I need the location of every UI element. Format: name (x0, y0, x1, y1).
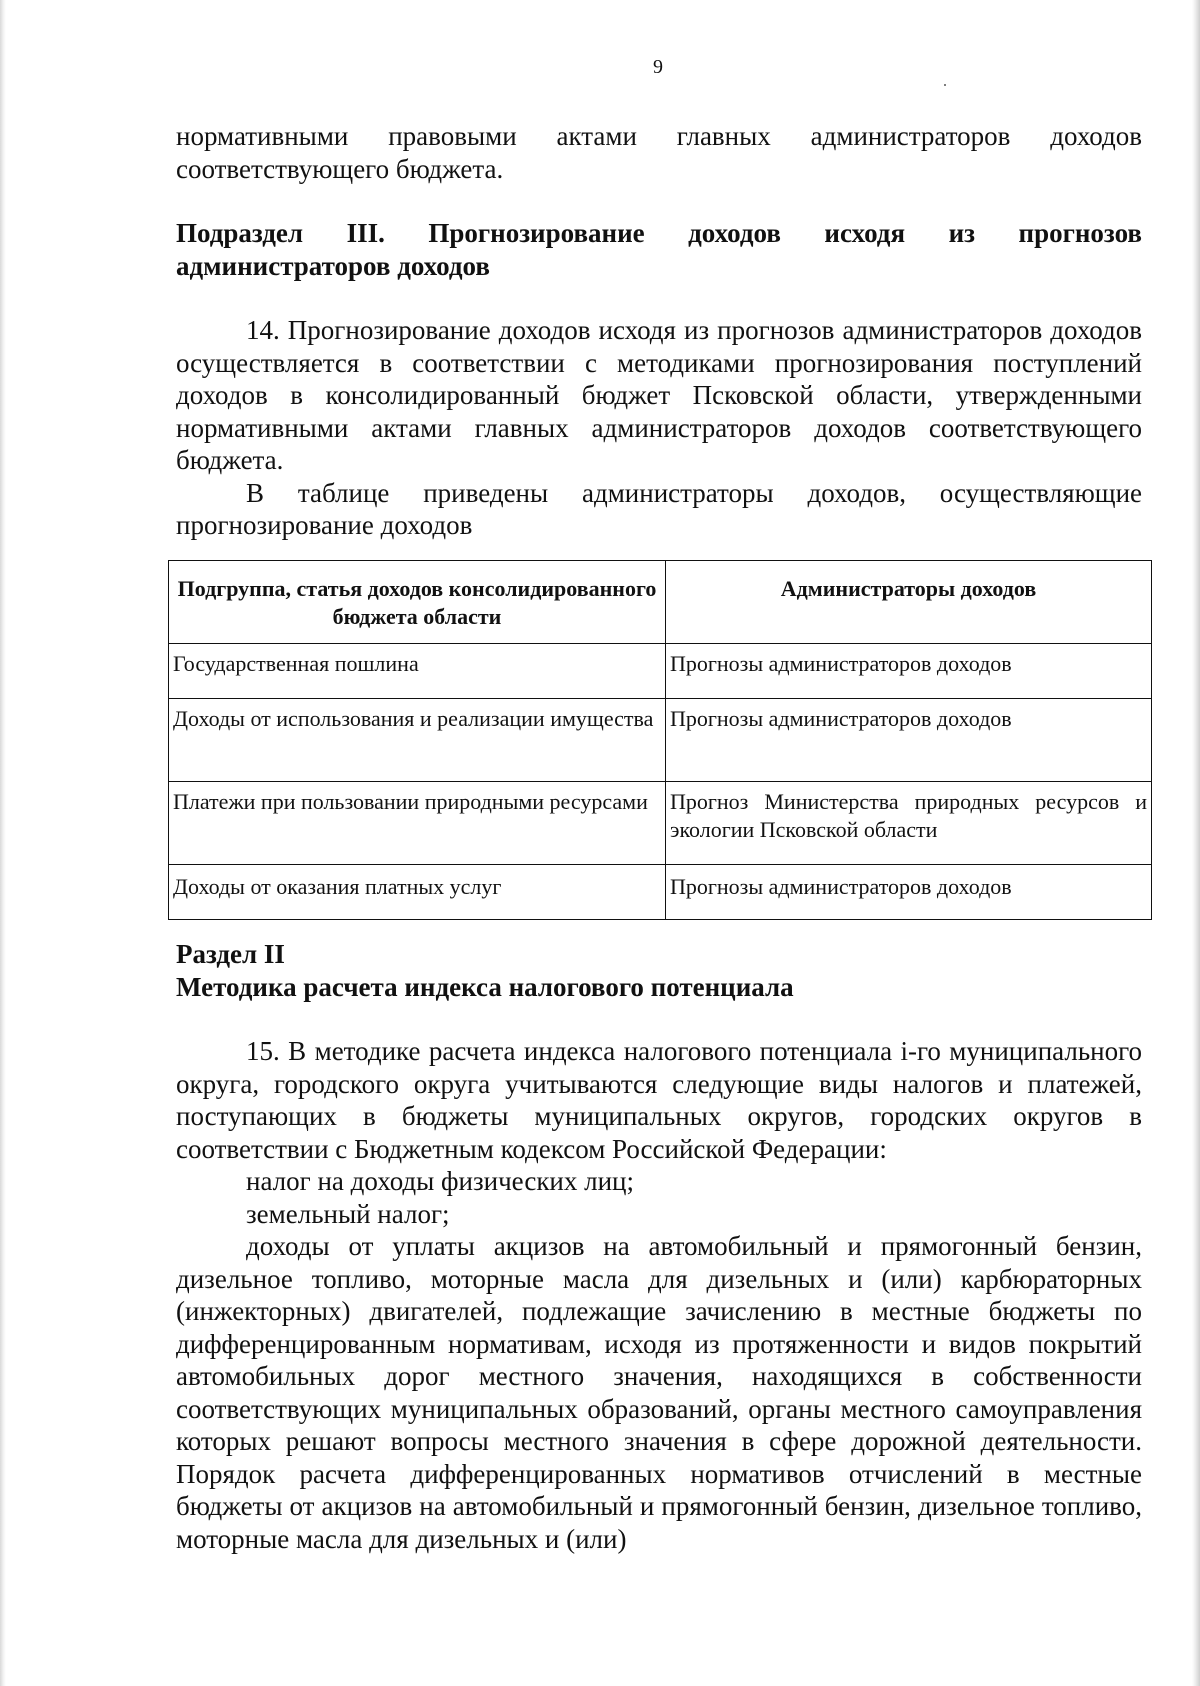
table-cell: Прогнозы администраторов доходов (666, 865, 1152, 920)
section-title: Методика расчета индекса налогового потенциала (176, 971, 794, 1002)
table-cell: Доходы от использования и реализации имущества (169, 699, 666, 782)
section-number: Раздел II (176, 939, 285, 969)
document-body-top (176, 120, 1142, 542)
table-row (169, 865, 1152, 920)
table-row (169, 699, 1152, 782)
table-cell: Прогнозы администраторов доходов (666, 699, 1152, 782)
table-intro: В таблице приведены администраторы доходов, осуществляющие прогнозирование доходов (176, 477, 1142, 540)
table-row (169, 782, 1152, 865)
table-header-cell: Подгруппа, статья доходов консолидированного бюджета области (169, 561, 666, 644)
page-number: 9 (653, 56, 663, 78)
paragraph-14: 14. Прогнозирование доходов исходя из прогнозов администраторов доходов осуществляется в соответствии с методиками прогнозирования поступлений доходов в консолидированный бюджет Псковской области, утвержденными нормативными актами главных администраторов доходов соответствующего бюджета. (176, 315, 1142, 475)
table-header-cell: Администраторы доходов (666, 561, 1152, 644)
table-row (169, 644, 1152, 699)
table-cell: Прогноз Министерства природных ресурсов и экологии Псковской области (666, 782, 1152, 865)
table-cell: Прогнозы администраторов доходов (666, 644, 1152, 699)
intro-continuation: нормативными правовыми актами главных администраторов доходов соответствующего бюджета. (176, 121, 1142, 184)
paragraph-excise: доходы от уплаты акцизов на автомобильный и прямогонный бензин, дизельное топливо, моторные масла для дизельных и (или) карбюраторных (инжекторных) двигателей, подлежащие зачислению в местные бюджеты по дифференцированным нормативам, исходя из протяженности и видов покрытий автомобильных дорог местного значения, находящихся в собственности соответствующих муниципальных образований, органы местного самоуправления которых решают вопросы местного значения в сфере дорожной деятельности. Порядок расчета дифференцированных нормативов отчислений в местные бюджеты от акцизов на автомобильный и прямогонный бензин, дизельное топливо, моторные масла для дизельных и (или) (176, 1231, 1142, 1554)
list-item: налог на доходы физических лиц; (246, 1166, 635, 1196)
income-administrators-table (168, 560, 1152, 920)
table-cell: Платежи при пользовании природными ресурсами (169, 782, 666, 865)
scan-left-edge (0, 0, 6, 1686)
table-header-row (169, 561, 1152, 644)
paragraph-15: 15. В методике расчета индекса налогового потенциала i-го муниципального округа, городского округа учитываются следующие виды налогов и платежей, поступающих в бюджеты муниципальных округов, городских округов в соответствии с Бюджетным кодексом Российской Федерации: (176, 1036, 1142, 1164)
scan-speck (944, 84, 946, 86)
subsection-heading: Подраздел III. Прогнозирование доходов исходя из прогнозов администраторов доходов (176, 218, 1142, 281)
table-cell: Государственная пошлина (169, 644, 666, 699)
scan-right-edge (1192, 0, 1200, 1686)
table-cell: Доходы от оказания платных услуг (169, 865, 666, 920)
list-item: земельный налог; (246, 1198, 450, 1229)
document-body-bottom (176, 938, 1142, 1555)
